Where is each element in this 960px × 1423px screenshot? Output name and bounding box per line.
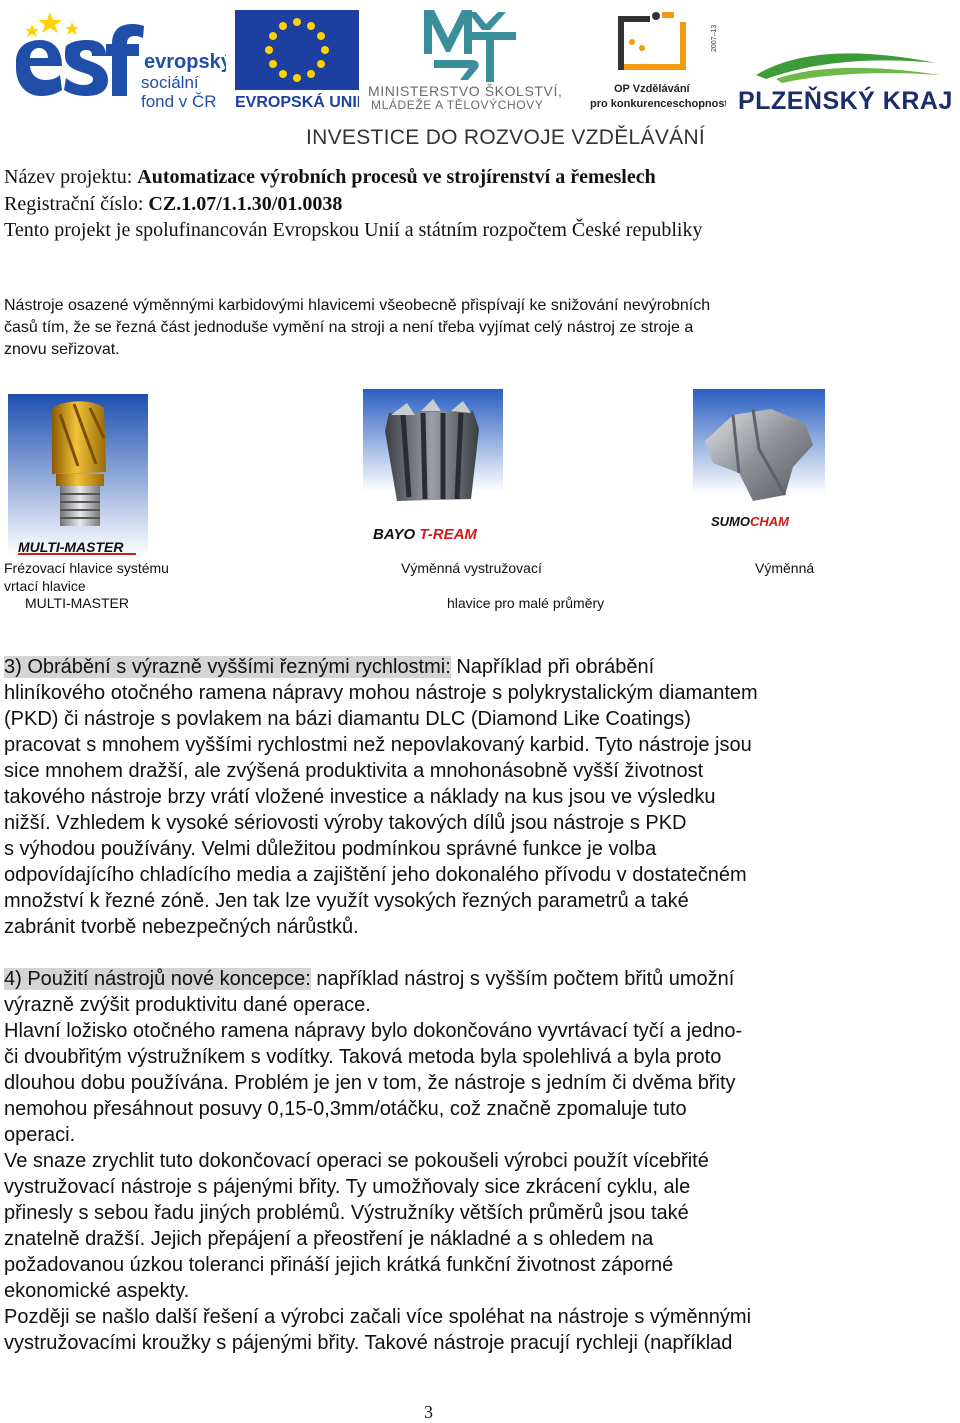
section-4-line: výrazně zvýšit produktivitu dané operace. xyxy=(4,994,371,1016)
section-4-line: operaci. xyxy=(4,1124,76,1146)
op-mark xyxy=(618,12,718,70)
caption-multimaster-line3: MULTI-MASTER xyxy=(25,595,129,611)
section-4-line: Hlavní ložisko otočného ramena nápravy bylo dokončováno vyvrtávací tyčí a jedno- xyxy=(4,1020,743,1042)
section-3-first-rest: Například při obrábění xyxy=(450,656,655,678)
msmt-text-1: MINISTERSTVO ŠKOLSTVÍ, xyxy=(368,83,563,99)
funding-line: Tento projekt je spolufinancován Evropskou Unií a státním rozpočtem České republiky xyxy=(4,219,703,241)
section-4-line: nemohou přesáhnout posuvy 0,15-0,3mm/otáčku, což značně zpomaluje tuto xyxy=(4,1098,687,1120)
section-3-heading: 3) Obrábění s výrazně vyššími řeznými rychlostmi: xyxy=(4,656,451,678)
pk-swoosh xyxy=(756,53,936,79)
esf-stars xyxy=(25,12,79,37)
esf-logo xyxy=(14,10,226,110)
section-4-first-rest: například nástroj s vyšším počtem břitů umožní xyxy=(310,968,735,990)
section-4-line: či dvoubřitým výstružníkem s vodítky. Taková metoda byla spolehlivá a byla proto xyxy=(4,1046,722,1068)
investice-banner: INVESTICE DO ROZVOJE VZDĚLÁVÁNÍ xyxy=(306,126,706,149)
section-4-heading: 4) Použití nástrojů nové koncepce: xyxy=(4,968,311,990)
section-3-line: sice mnohem dražší, ale zvýšená produktivita a mnohonásobně vyšší životnost xyxy=(4,760,704,782)
project-label: Název projektu: xyxy=(4,166,138,188)
section-3-line: (PKD) či nástroje s povlakem na bázi diamantu DLC (Diamond Like Coatings) xyxy=(4,708,691,730)
sumo-brand: SUMOCHAM xyxy=(711,514,789,529)
msmt-mark xyxy=(424,10,516,82)
section-3-line: odpovídajícího chladícího media a zajištění jeho dokonalého přívodu v dostatečném xyxy=(4,864,747,886)
esf-text-1: evropský xyxy=(144,51,226,73)
registration-number: CZ.1.07/1.1.30/01.0038 xyxy=(148,193,343,215)
msmt-text-2: MLÁDEŽE A TĚLOVÝCHOVY xyxy=(371,98,544,110)
section-3-line: takového nástroje brzy vrátí vložené investice a náklady na kus jsou ve výsledku xyxy=(4,786,716,808)
intro-line: znovu seřizovat. xyxy=(4,341,120,358)
caption-multimaster-line1: Frézovací hlavice systému xyxy=(4,560,169,576)
page-number: 3 xyxy=(424,1402,433,1422)
section-4-line: Ve snaze zrychlit tuto dokončovací operaci se pokoušeli výrobci použít vícebřité xyxy=(4,1150,709,1172)
registration-label: Registrační číslo: xyxy=(4,193,149,215)
section-3-line: s výhodou používány. Velmi důležitou podmínkou správné funkce je volba xyxy=(4,838,657,860)
project-name-line xyxy=(4,166,656,189)
section-4-line: vystružovacími kroužky s pájenými břity. Takové nástroje pracují rychleji (například xyxy=(4,1332,733,1354)
plzensky-kraj-logo xyxy=(736,45,951,115)
intro-line: časů tím, že se řezná část jednoduše vymění na stroji a není třeba vyjímat celý nástroj ze stroje a xyxy=(4,319,694,336)
op-logo xyxy=(588,8,726,110)
section-3-line: zabránit tvorbě nebezpečných nárůstků. xyxy=(4,916,359,938)
msmt-logo xyxy=(368,8,578,110)
section-4-line: přinesly s sebou řadu jiných problémů. Výstružníky větších průměrů jsou také xyxy=(4,1202,689,1224)
section-3-line: pracovat s mnohem vyššími rychlostmi než nepovlakovaný karbid. Tyto nástroje jsou xyxy=(4,734,752,756)
section-4-line: ekonomické aspekty. xyxy=(4,1280,190,1302)
section-3-line: nižší. Vzhledem k vysoké sériovosti výroby takových dílů jsou nástroje s PKD xyxy=(4,812,687,834)
caption-bayo-line2: hlavice pro malé průměry xyxy=(447,595,605,611)
section-4-line: požadovanou úzkou toleranci přináší jejich krátká funkční životnost záporné xyxy=(4,1254,674,1276)
sumocham-image xyxy=(693,389,825,535)
pk-name: PLZEŇSKÝ KRAJ xyxy=(738,87,951,115)
bayo-brand: BAYO T-REAM xyxy=(373,526,477,543)
section-3-first-line xyxy=(4,656,654,679)
section-4-first-line xyxy=(4,968,734,991)
section-4-line: Později se našlo další řešení a výrobci začali více spoléhat na nástroje s výměnnými xyxy=(4,1306,752,1328)
caption-bayo-line1: Výměnná vystružovací xyxy=(401,560,542,576)
project-name: Automatizace výrobních procesů ve strojírenství a řemeslech xyxy=(137,166,656,188)
caption-sumocham-line1: Výměnná xyxy=(755,560,815,576)
op-text-2: pro konkurenceschopnost xyxy=(590,98,726,110)
section-3-line: množství k řezné zóně. Jen tak lze využít vysokých řezných parametrů a také xyxy=(4,890,689,912)
esf-text-3: fond v ČR xyxy=(141,92,217,110)
multimaster-image xyxy=(8,394,148,556)
eu-caption: EVROPSKÁ UNIE xyxy=(235,94,359,110)
esf-text-2: sociální xyxy=(141,73,199,92)
registration-line xyxy=(4,193,342,216)
bayo-tream-image xyxy=(363,389,503,546)
op-text-1: OP Vzdělávání xyxy=(614,83,690,95)
caption-multimaster-line2: vrtací hlavice xyxy=(4,578,86,594)
intro-line: Nástroje osazené výměnnými karbidovými hlavicemi všeobecně přispívají ke snižování nevýrobních xyxy=(4,297,711,314)
section-3-line: hliníkového otočného ramena nápravy mohou nástroje s polykrystalickým diamantem xyxy=(4,682,758,704)
section-4-line: znatelně dražší. Jejich přepájení a přeostření je nákladné a s ohledem na xyxy=(4,1228,654,1250)
svg-text:2007–13: 2007–13 xyxy=(711,24,718,52)
section-4-line: dlouhou dobu používána. Problém je jen v tom, že nástroje s jedním či dvěma břity xyxy=(4,1072,736,1094)
eu-logo xyxy=(235,10,359,110)
section-4-line: vystružovací nástroje s pájenými břity. Ty umožňovaly sice zkrácení cyklu, ale xyxy=(4,1176,691,1198)
multimaster-brand: MULTI-MASTER xyxy=(18,539,124,555)
